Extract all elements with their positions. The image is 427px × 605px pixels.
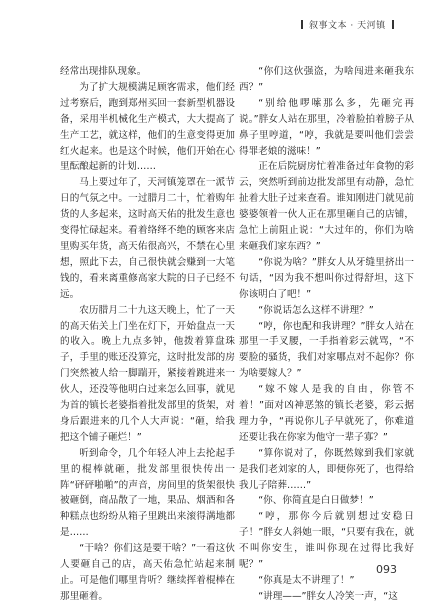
paragraph: 听到命令，几个年轻人冲上去抡起手里的棍棒就砸，批发部里很快传出一阵“砰砰啪啪”的声音，房间里的货架很快被砸倒，商品散了一地，果品、烟酒和各种糕点也纷纷从箱子里跳出来滚得满地都是…… (60, 447, 235, 539)
header-bar-icon (392, 20, 394, 29)
paragraph: 为了扩大规模满足顾客需求，他们经过考察后，跑到郑州买回一套新型机器设备，采用半机械化生产模式，大大提高了生产工艺，就这样，他们的生意变得更加红火起来。也是这个时候，他们开始在心里酝酿起新的计划…… (60, 81, 235, 173)
paragraph: “干啥？你们这是要干啥？”一看这伙人要砸自己的店，高天佑急忙站起来制止。可是他们哪里肯听？继续挥着棍棒在那里砸着。 (60, 543, 235, 602)
page-number: 093 (376, 563, 397, 576)
paragraph: “哼，那你今后就别想过安稳日子！”胖女人斜她一眼，“只要有我在，就不叫你安生，谁叫你现在过得比我好呢？” (239, 511, 414, 571)
paragraph: 正在后院厨房忙着准备过年食物的彩云，突然听到前边批发部里有动静，急忙扯着大肚子过来查看。谁知刚进门就见前婆婆领着一伙人正在那里砸自己的店铺，急忙上前阻止说：“大过年的，你们为啥来砸我们家东西？” (239, 161, 414, 252)
header-separator: · (350, 21, 354, 31)
paragraph: “你真是太不讲理了！” (258, 575, 355, 586)
paragraph: “你说为啥？”胖女人从牙缝里挤出一句话，“因为我不想叫你过得舒坦，这下你该明白了吧！” (239, 256, 414, 300)
paragraph: 马上要过年了，天河镇笼罩在一派节日的气氛之中。一过腊月二十，忙着购年货的人多起来，这时高天佑的批发生意也变得忙碌起来。看着络绎不绝的顾客来店里购买年货，高天佑很高兴，不禁在心里想，照此下去，自己很快就会赚到一大笔钱的，看来离重修高家大院的日子已经不远。 (60, 177, 235, 300)
paragraph: “别给他啰嗦那么多，先砸完再说。”胖女人站在那里，冷着脸拍着膀子从鼻子里哼道，“哼，我就是要叫他们尝尝得罪老娘的滋味！” (239, 97, 414, 157)
paragraph: 农历腊月二十九这天晚上，忙了一天的高天佑关上门坐在灯下，开始盘点一天的收入。晚上九点多钟，他拨着算盘珠子，手里的账还没算完，这时批发部的房门突然被人给一脚踹开，紧接着跳进来一伙人，还没等他明白过来怎么回事，就见为首的镇长老婆指着批发部里的货架，对身后跟进来的几个人大声说：“砸，给我把这个铺子砸烂！” (60, 304, 235, 443)
paragraph: “讲理——”胖女人冷笑一声，“这 (258, 590, 398, 602)
paragraph: “你、你简直是白日做梦！” (258, 495, 374, 507)
paragraph: “哼，你也配和我讲理？”胖女人站在那里一手叉腰，一手指着彩云就骂，“不要脸的骚货，我们对家哪点对不起你？你为啥要嫁人？” (239, 320, 414, 380)
header-section: 叙事文本 (308, 21, 347, 31)
running-header (298, 18, 397, 31)
left-column (60, 64, 235, 605)
paragraph: “你说话怎么这样不讲理？” (258, 304, 374, 316)
header-title: 天河镇 (357, 21, 386, 31)
header-bar-icon (301, 20, 303, 29)
paragraph: “算你说对了，你既然嫁到我们家就是我们老刘家的人，即便你死了，也得给我儿子陪葬……” (239, 447, 414, 491)
paragraph: “嫁不嫁人是我的自由，你管不着！”面对凶神恶煞的镇长老婆，彩云据理力争，“再说你儿子早就死了，你难道还要让我在你家为他守一辈子寡？” (239, 384, 414, 443)
paragraph: “你们这伙强盗，为啥闯进来砸我东西？” (239, 66, 414, 93)
paragraph: 经常出现排队现象。 (60, 66, 147, 77)
right-column (239, 64, 414, 605)
